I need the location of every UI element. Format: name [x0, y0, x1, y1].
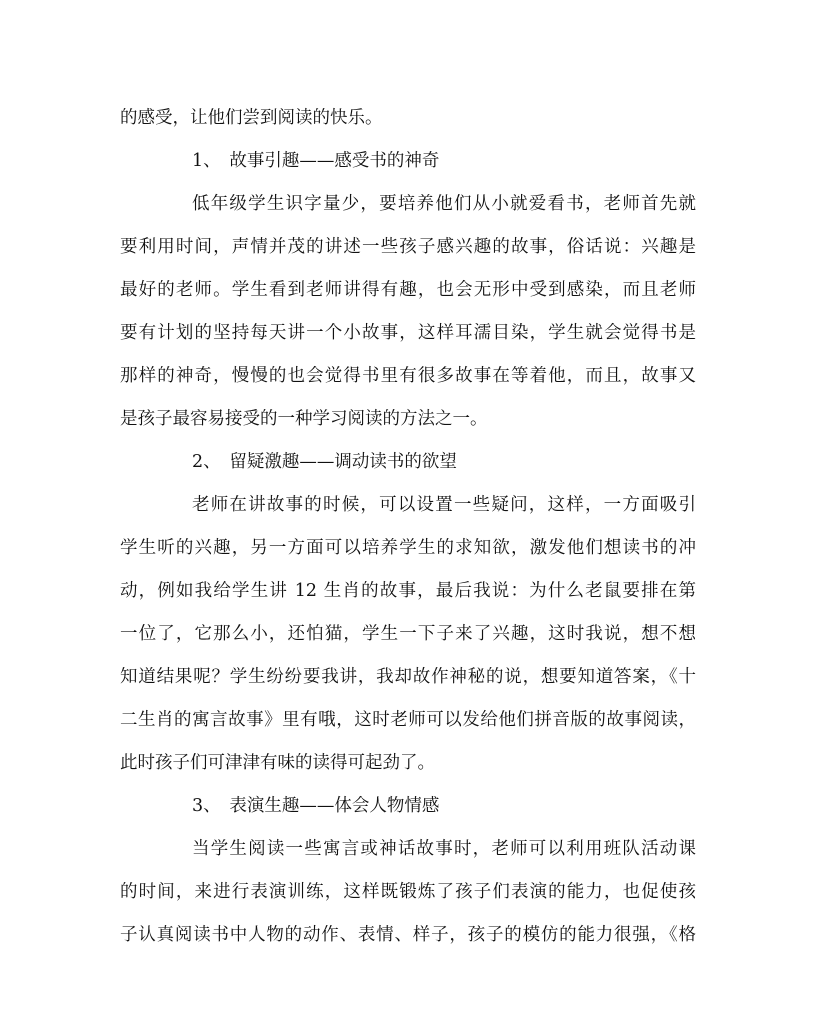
paragraph-line: 那样的神奇，慢慢的也会觉得书里有很多故事在等着他，而且，故事又 — [120, 366, 696, 386]
section-heading-1: 1、 故事引趣——感受书的神奇 — [192, 151, 440, 171]
paragraph-line: 要利用时间，声情并茂的讲述一些孩子感兴趣的故事，俗话说：兴趣是 — [120, 237, 696, 257]
section-heading-2: 2、 留疑激趣——调动读书的欲望 — [192, 452, 457, 472]
paragraph-line: 动，例如我给学生讲 12 生肖的故事，最后我说：为什么老鼠要排在第 — [120, 581, 696, 601]
paragraph-line: 要有计划的坚持每天讲一个小故事，这样耳濡目染，学生就会觉得书是 — [120, 323, 696, 343]
paragraph-line: 老师在讲故事的时候，可以设置一些疑问，这样，一方面吸引 — [192, 495, 696, 515]
paragraph-line: 一位了，它那么小，还怕猫，学生一下子来了兴趣，这时我说，想不想 — [120, 624, 696, 644]
paragraph-line: 的感受，让他们尝到阅读的快乐。 — [120, 108, 383, 128]
paragraph-line: 知道结果呢？学生纷纷要我讲，我却故作神秘的说，想要知道答案，《十 — [120, 667, 696, 687]
section-heading-3: 3、 表演生趣——体会人物情感 — [192, 796, 440, 816]
paragraph-line: 学生听的兴趣，另一方面可以培养学生的求知欲，激发他们想读书的冲 — [120, 538, 696, 558]
paragraph-line: 的时间，来进行表演训练，这样既锻炼了孩子们表演的能力，也促使孩 — [120, 882, 696, 902]
paragraph-line: 当学生阅读一些寓言或神话故事时，老师可以利用班队活动课 — [192, 839, 696, 859]
paragraph-line: 是孩子最容易接受的一种学习阅读的方法之一。 — [120, 409, 488, 429]
paragraph-line: 最好的老师。学生看到老师讲得有趣，也会无形中受到感染，而且老师 — [120, 280, 696, 300]
paragraph-line: 此时孩子们可津津有味的读得可起劲了。 — [120, 753, 435, 773]
paragraph-line: 子认真阅读书中人物的动作、表情、样子，孩子的模仿的能力很强，《格 — [120, 925, 696, 945]
paragraph-line: 低年级学生识字量少，要培养他们从小就爱看书，老师首先就 — [192, 194, 696, 214]
paragraph-line: 二生肖的寓言故事》里有哦，这时老师可以发给他们拼音版的故事阅读， — [120, 710, 696, 730]
